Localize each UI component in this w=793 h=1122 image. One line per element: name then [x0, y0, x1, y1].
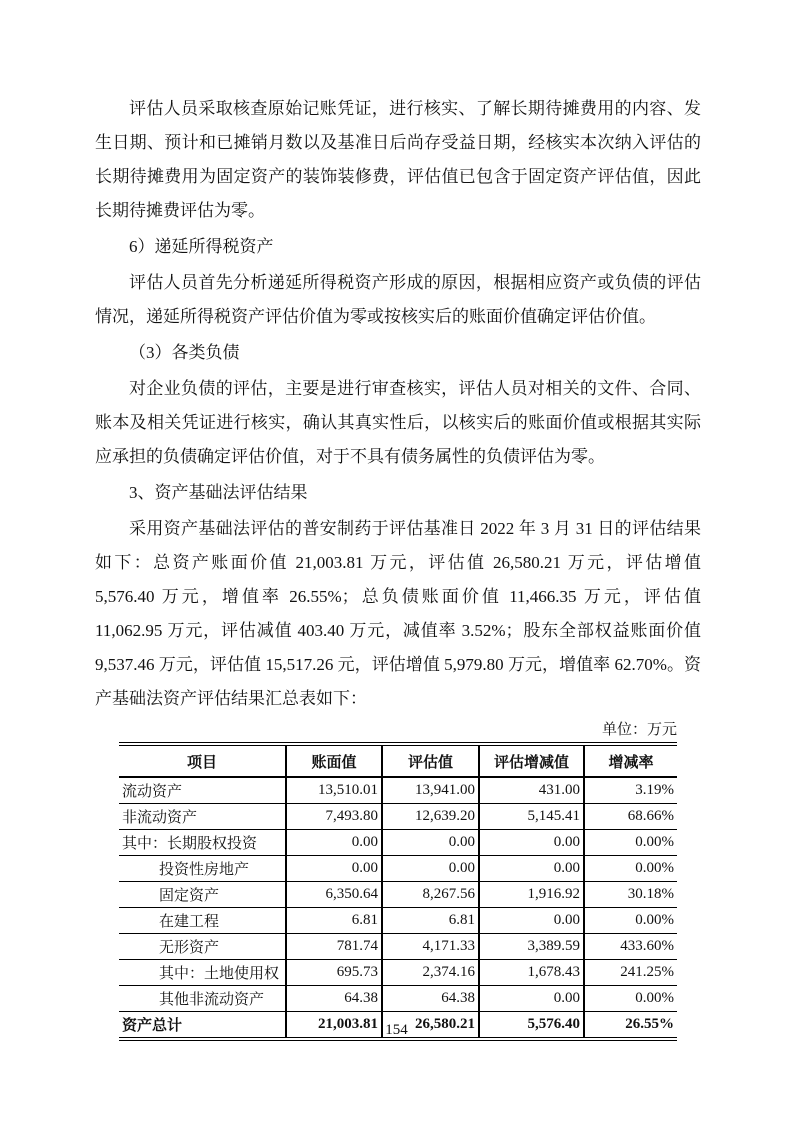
- cell-book-value: 0.00: [286, 856, 382, 882]
- cell-appraised-value: 26,580.21: [382, 1012, 479, 1040]
- column-header-appraised-value: 评估值: [382, 744, 479, 777]
- cell-change-amount: 0.00: [479, 830, 584, 856]
- cell-book-value: 7,493.80: [286, 804, 382, 830]
- table-row-other-non-current-assets: [119, 986, 677, 1012]
- row-label: 流动资产: [122, 784, 183, 800]
- cell-appraised-value: 6.81: [382, 908, 479, 934]
- cell-book-value: 695.73: [286, 960, 382, 986]
- cell-appraised-value: 4,171.33: [382, 934, 479, 960]
- cell-appraised-value: 64.38: [382, 986, 479, 1012]
- cell-book-value: 64.38: [286, 986, 382, 1012]
- column-header-book-value: 账面值: [286, 744, 382, 777]
- cell-change-amount: 5,145.41: [479, 804, 584, 830]
- paragraph-deferred-tax-assets: 评估人员首先分析递延所得税资产形成的原因，根据相应资产或负债的评估情况，递延所得税资产评估价值为零或按核实后的账面价值确定评估价值。: [95, 273, 701, 326]
- table-row-long-term-equity-investment: [119, 830, 677, 856]
- cell-change-amount: 1,916.92: [479, 882, 584, 908]
- heading-deferred-tax-assets: 6）递延所得税资产: [129, 237, 274, 256]
- heading-liabilities: （3）各类负债: [129, 343, 240, 362]
- cell-change-rate: 26.55%: [584, 1012, 677, 1040]
- row-label: 其中：长期股权投资: [119, 830, 286, 856]
- paragraph-long-term-deferred-expenses: 评估人员采取核查原始记账凭证，进行核实、了解长期待摊费用的内容、发生日期、预计和已摊销月数以及基准日后尚存受益日期，经核实本次纳入评估的长期待摊费用为固定资产的装饰装修费，评估值已包含于固定资产评估值，因此长期待摊费评估为零。: [95, 99, 701, 220]
- table-row-investment-property: [119, 856, 677, 882]
- cell-change-amount: 0.00: [479, 986, 584, 1012]
- column-header-change-rate: 增减率: [584, 744, 677, 777]
- row-label: 固定资产: [119, 882, 286, 908]
- cell-book-value: 13,510.01: [286, 777, 382, 804]
- row-label: 无形资产: [119, 934, 286, 960]
- cell-book-value: 781.74: [286, 934, 382, 960]
- cell-book-value: 21,003.81: [286, 1012, 382, 1040]
- heading-asset-based-result: 3、资产基础法评估结果: [129, 483, 308, 502]
- cell-change-rate: 0.00%: [584, 856, 677, 882]
- row-label: 其中：土地使用权: [119, 960, 286, 986]
- table-row-current-assets: [119, 777, 677, 804]
- row-label: 投资性房地产: [119, 856, 286, 882]
- cell-appraised-value: 0.00: [382, 830, 479, 856]
- cell-appraised-value: 2,374.16: [382, 960, 479, 986]
- cell-appraised-value: 8,267.56: [382, 882, 479, 908]
- table-row-intangible-assets: [119, 934, 677, 960]
- cell-change-rate: 0.00%: [584, 830, 677, 856]
- cell-change-amount: 5,576.40: [479, 1012, 584, 1040]
- cell-appraised-value: 12,639.20: [382, 804, 479, 830]
- cell-change-amount: 1,678.43: [479, 960, 584, 986]
- cell-book-value: 6.81: [286, 908, 382, 934]
- cell-change-rate: 3.19%: [584, 777, 677, 804]
- paragraph-liabilities: 对企业负债的评估，主要是进行审查核实，评估人员对相关的文件、合同、账本及相关凭证进行核实，确认其真实性后，以核实后的账面价值或根据其实际应承担的负债确定评估价值，对于不具有债务属性的负债评估为零。: [95, 379, 701, 466]
- cell-appraised-value: 13,941.00: [382, 777, 479, 804]
- row-label: 非流动资产: [119, 804, 286, 830]
- cell-change-amount: 3,389.59: [479, 934, 584, 960]
- cell-change-rate: 433.60%: [584, 934, 677, 960]
- table-header-row: [119, 744, 677, 777]
- row-label: 资产总计: [119, 1012, 286, 1040]
- table-row-land-use-rights: [119, 960, 677, 986]
- cell-change-rate: 0.00%: [584, 986, 677, 1012]
- cell-change-amount: 431.00: [479, 777, 584, 804]
- row-label: 在建工程: [119, 908, 286, 934]
- page-number: 154: [385, 1022, 408, 1038]
- table-row-construction-in-progress: [119, 908, 677, 934]
- cell-change-amount: 0.00: [479, 856, 584, 882]
- cell-change-rate: 0.00%: [584, 908, 677, 934]
- row-label: 其他非流动资产: [119, 986, 286, 1012]
- cell-change-rate: 68.66%: [584, 804, 677, 830]
- page-content: [95, 92, 701, 1041]
- paragraph-asset-based-result: 采用资产基础法评估的普安制药于评估基准日 2022 年 3 月 31 日的评估结果如下：总资产账面价值 21,003.81 万元，评估值 26,580.21 万元，评估增值 5,576.40 万元，增值率 26.55%；总负债账面价值 11,466.35 万元，评估值 11,062.95 万元，评估减值 403.40 万元，减值率 3.52%；股东全部权益账面价值 9,537.46 万元，评估值 15,517.26 元，评估增值 5,979.80 万元，增值率 62.70%。资产基础法资产评估结果汇总表如下：: [95, 519, 701, 708]
- column-header-item: 项目: [119, 744, 286, 777]
- cell-book-value: 0.00: [286, 830, 382, 856]
- cell-book-value: 6,350.64: [286, 882, 382, 908]
- cell-change-rate: 30.18%: [584, 882, 677, 908]
- asset-valuation-summary-table: [119, 742, 677, 1041]
- table-unit-label: 单位：万元: [601, 722, 677, 738]
- cell-change-rate: 241.25%: [584, 960, 677, 986]
- table-row-fixed-assets: [119, 882, 677, 908]
- table-row-non-current-assets: [119, 804, 677, 830]
- cell-appraised-value: 0.00: [382, 856, 479, 882]
- cell-change-amount: 0.00: [479, 908, 584, 934]
- column-header-change-amount: 评估增减值: [479, 744, 584, 777]
